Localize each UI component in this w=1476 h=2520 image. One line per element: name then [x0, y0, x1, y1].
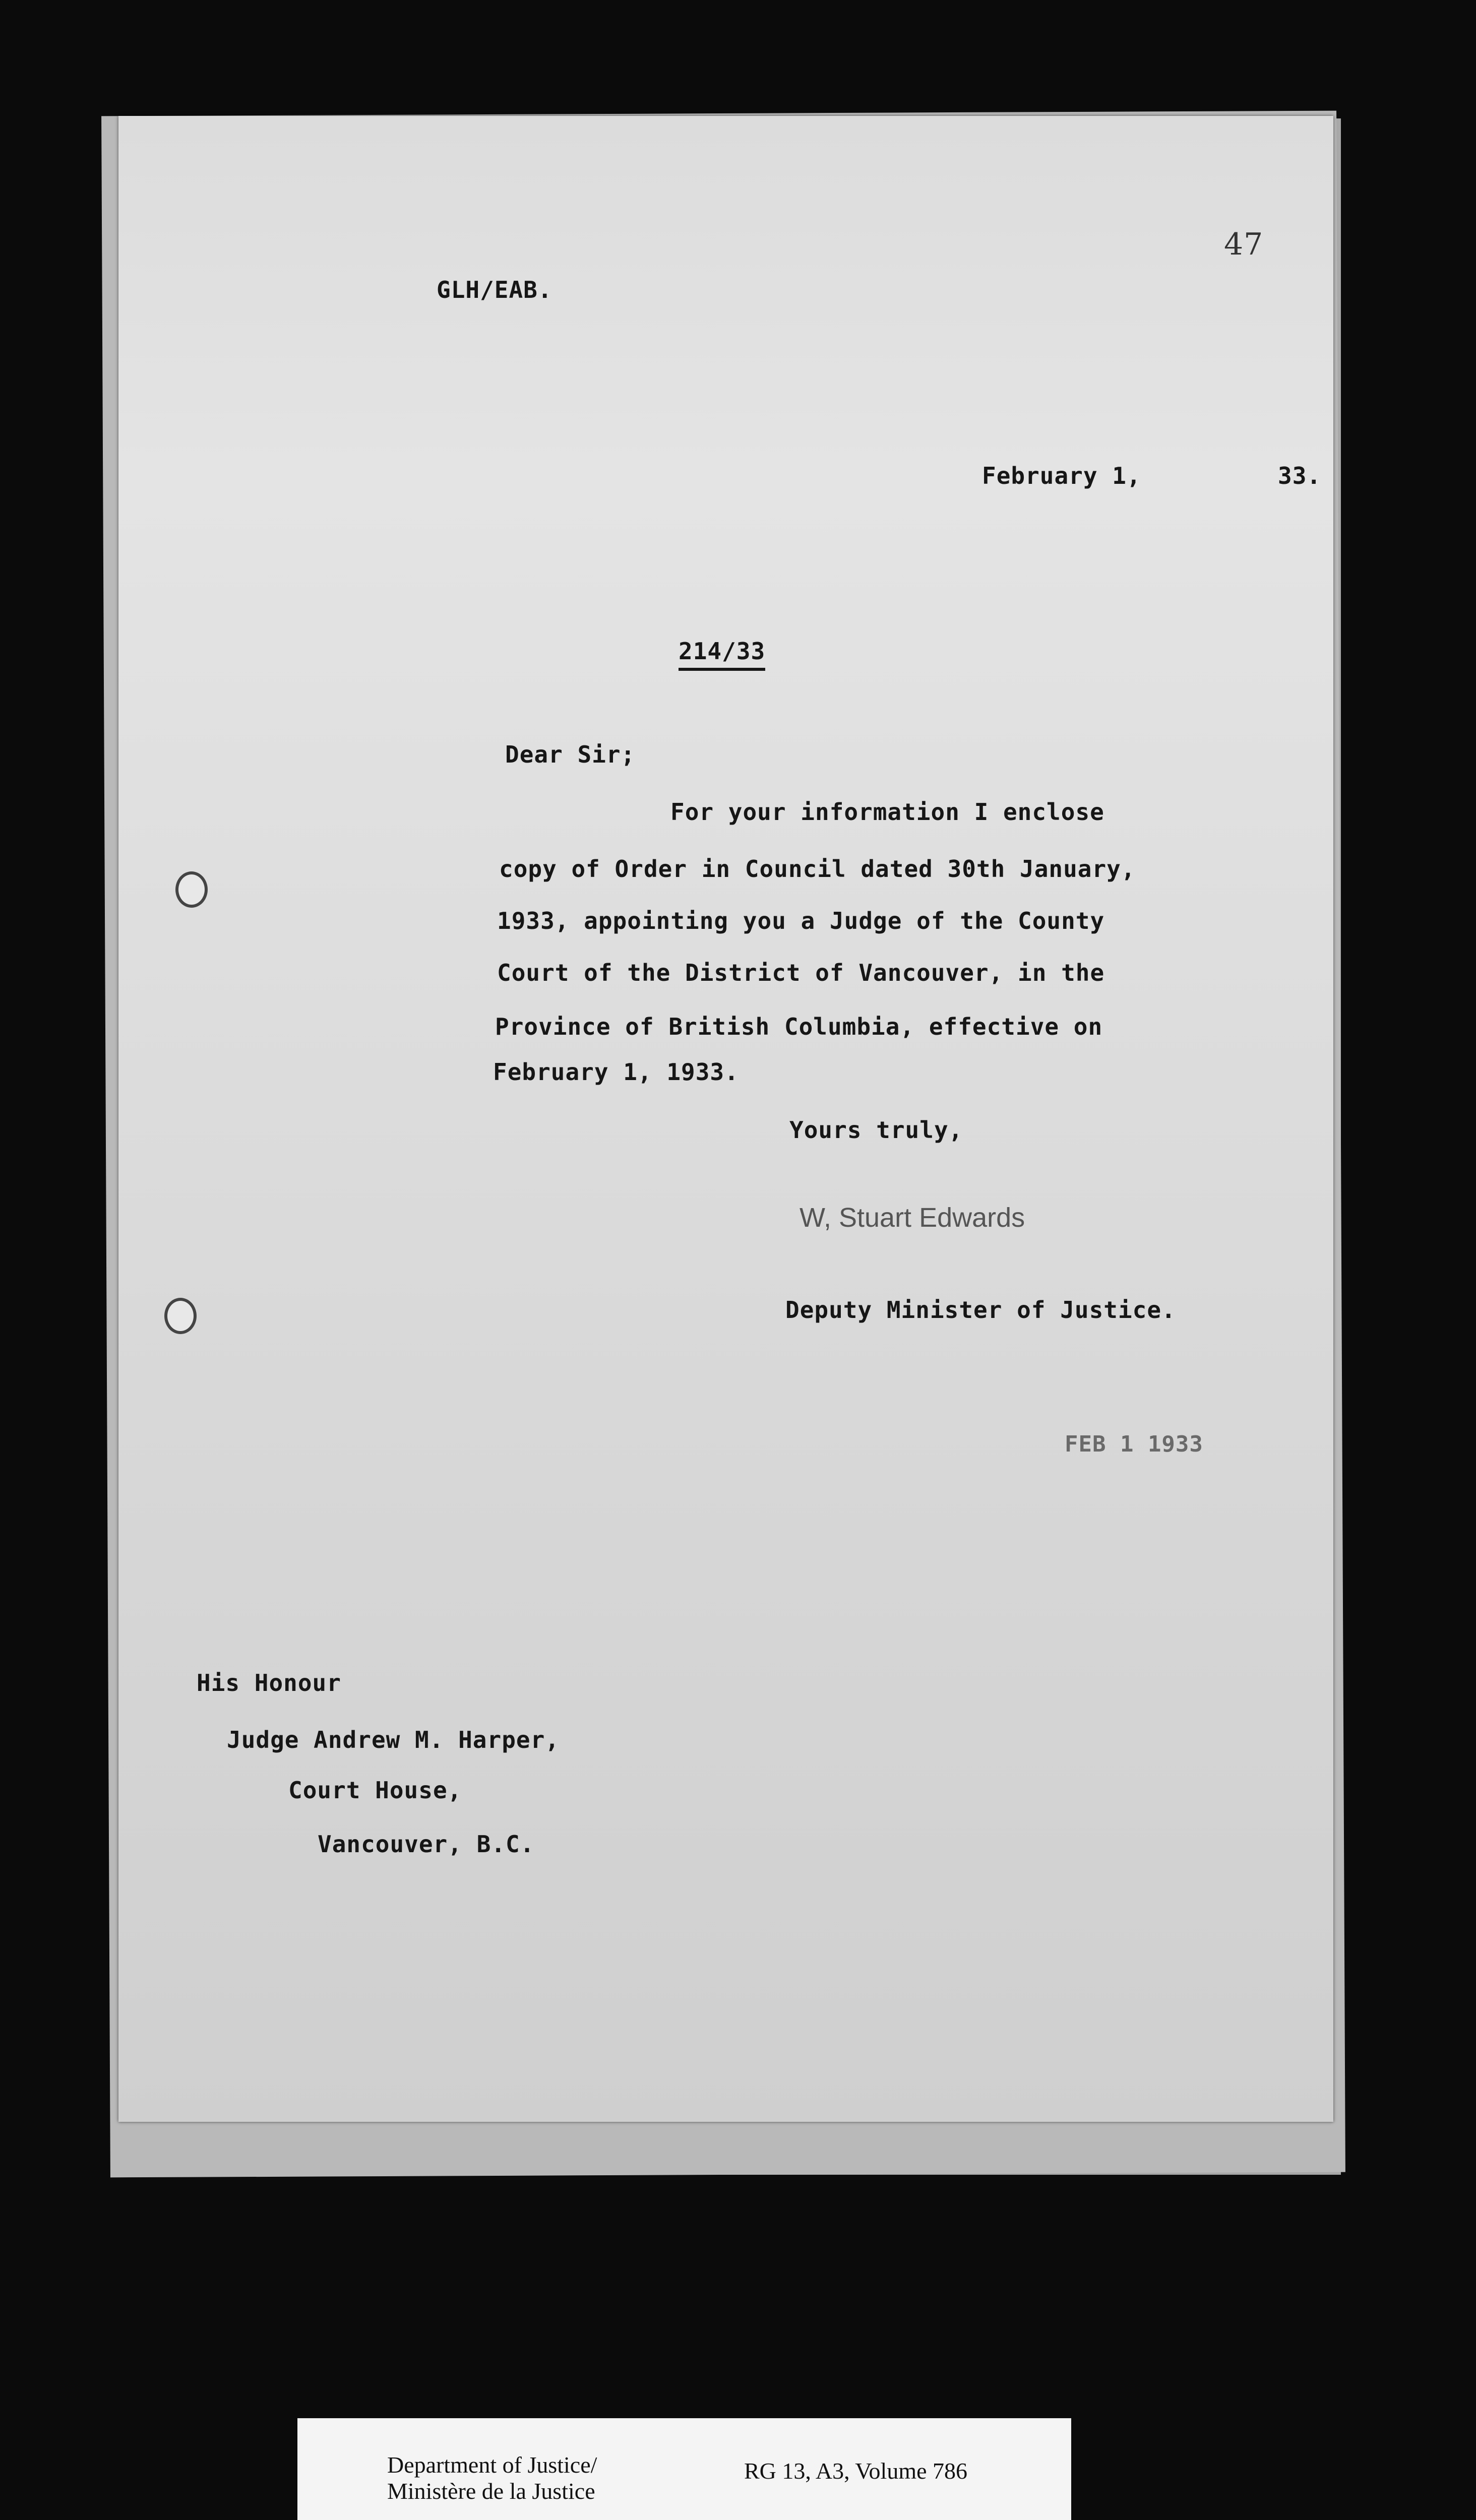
punch-hole	[175, 871, 208, 908]
address-line: Court House,	[288, 1777, 462, 1804]
file-number: 214/33	[679, 638, 765, 671]
body-line: February 1, 1933.	[493, 1058, 739, 1086]
letter-date: February 1,	[982, 462, 1141, 489]
reference-initials: GLH/EAB.	[437, 276, 552, 303]
signature-stamp: W, Stuart Edwards	[799, 1203, 1025, 1233]
department-name-fr: Ministère de la Justice	[387, 2478, 595, 2504]
archive-reference: RG 13, A3, Volume 786	[744, 2458, 968, 2484]
letter-date-year: 33.	[1278, 462, 1322, 489]
punch-hole	[164, 1298, 197, 1334]
body-line: Court of the District of Vancouver, in the	[497, 959, 1105, 986]
address-line: His Honour	[197, 1669, 341, 1696]
salutation: Dear Sir;	[505, 741, 636, 768]
signatory-title: Deputy Minister of Justice.	[785, 1296, 1176, 1324]
date-received-stamp: FEB 1 1933	[1065, 1431, 1203, 1457]
address-line: Judge Andrew M. Harper,	[227, 1726, 560, 1753]
department-name-en: Department of Justice/	[387, 2452, 597, 2478]
body-line: Province of British Columbia, effective on	[495, 1013, 1103, 1040]
body-line: copy of Order in Council dated 30th January,	[499, 855, 1136, 883]
body-line: 1933, appointing you a Judge of the County	[497, 907, 1105, 934]
body-line: For your information I enclose	[670, 798, 1104, 826]
archive-reference-label	[297, 2418, 1071, 2520]
letter-page	[118, 116, 1333, 2122]
address-line: Vancouver, B.C.	[318, 1831, 535, 1858]
page-number: 47	[1224, 227, 1264, 262]
closing: Yours truly,	[789, 1116, 963, 1144]
